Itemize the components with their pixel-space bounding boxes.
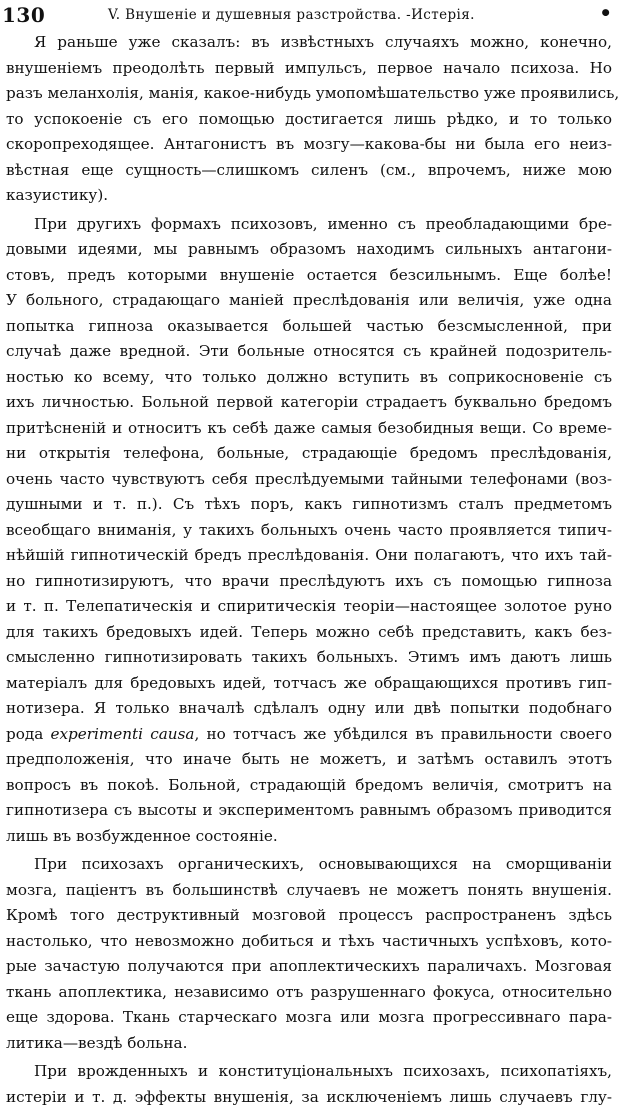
text-line: У больного, страдающаго маніей преслѣдованія или величія, уже одна [6,288,612,314]
text-line: для такихъ бредовыхъ идей. Теперь можно себѣ представить, какъ без- [6,620,612,646]
text-line: стовъ, предъ которыми внушеніе остается безсильнымъ. Еще болѣе! [6,263,612,289]
text-line: вѣстная еще сущность—слишкомъ силенъ (см., впрочемъ, ниже мою [6,158,612,184]
paragraph-1 [6,30,612,209]
text-line: попытка гипноза оказывается большей частью безсмысленной, при [6,314,612,340]
text-line: При врожденныхъ и конституціональныхъ психозахъ, психопатіяхъ, [6,1059,612,1085]
header-dot: • [599,0,612,26]
text-line: мозга, паціентъ въ большинствѣ случаевъ не можетъ понять внушенія. [6,878,612,904]
text-line: гипнотизера съ высоты и экспериментомъ равнымъ образомъ приводится [6,798,612,824]
text-line: истеріи и т. д. эффекты внушенія, за исключеніемъ лишь случаевъ глу- [6,1085,612,1110]
text-line: Я раньше уже сказалъ: въ извѣстныхъ случаяхъ можно, конечно, [6,30,612,56]
text-line: нѣйшій гипнотическій бредъ преслѣдованія. Они полагаютъ, что ихъ тай- [6,543,612,569]
text-line: матеріалъ для бредовыхъ идей, тотчасъ же обращающихся противъ гип- [6,671,612,697]
text-line: еще здорова. Ткань старческаго мозга или мозга прогрессивнаго пара- [6,1005,612,1031]
text-line: настолько, что невозможно добиться и тѣхъ частичныхъ успѣховъ, кото- [6,929,612,955]
text-line: то успокоеніе съ его помощью достигается лишь рѣдко, и то только [6,107,612,133]
paragraph-3 [6,852,612,1056]
page-header [2,2,614,28]
text-line: и т. п. Телепатическія и спиритическія теоріи—настоящее золотое руно [6,594,612,620]
text-line: ностью ко всему, что только должно вступить въ соприкосновеніе съ [6,365,612,391]
text-line: нотизера. Я только вначалѣ сдѣлалъ одну или двѣ попытки подобнаго [6,696,612,722]
text-line: внушеніемъ преодолѣть первый импульсъ, первое начало психоза. Но [6,56,612,82]
text-line: предположенія, что иначе быть не можетъ, и затѣмъ оставилъ этотъ [6,747,612,773]
text-line: При другихъ формахъ психозовъ, именно съ преобладающими бре- [6,212,612,238]
text-line: случаѣ даже вредной. Эти больные относятся съ крайней подозритель- [6,339,612,365]
text-line: ни открытія телефона, больные, страдающіе бредомъ преслѣдованія, [6,441,612,467]
text-line: При психозахъ органическихъ, основывающихся на сморщиваніи [6,852,612,878]
text-line: ихъ личностью. Больной первой категоріи страдаетъ буквально бредомъ [6,390,612,416]
text-line: рода experimenti causa, но тотчасъ же убѣдился въ правильности своего [6,722,612,748]
text-line: ткань апоплектика, независимо отъ разрушеннаго фокуса, относительно [6,980,612,1006]
running-title: V. Внушеніе и душевныя разстройства. -Истерія. [108,2,475,28]
text-line: рые зачастую получаются при апоплектическихъ параличахъ. Мозговая [6,954,612,980]
page-number: 130 [2,2,45,28]
paragraph-2 [6,212,612,850]
text-line: всеобщаго вниманія, у такихъ больныхъ очень часто проявляется типич- [6,518,612,544]
text-line: скоропреходящее. Антагонистъ въ мозгу—какова-бы ни была его неиз- [6,132,612,158]
text-line: смысленно гипнотизировать такихъ больныхъ. Этимъ имъ даютъ лишь [6,645,612,671]
text-line: литика—вездѣ больна. [6,1031,612,1057]
text-line: Кромѣ того деструктивный мозговой процессъ распространенъ здѣсь [6,903,612,929]
text-line: очень часто чувствуютъ себя преслѣдуемыми тайными телефонами (воз- [6,467,612,493]
text-line: душными и т. п.). Съ тѣхъ поръ, какъ гипнотизмъ сталъ предметомъ [6,492,612,518]
text-line: но гипнотизируютъ, что врачи преслѣдуютъ ихъ съ помощью гипноза [6,569,612,595]
text-line: лишь въ возбужденное состояніе. [6,824,612,850]
page-body [6,30,612,1110]
text-line: разъ меланхолія, манія, какое-нибудь умопомѣшательство уже проявились, [6,81,612,107]
paragraph-4 [6,1059,612,1110]
text-line: довыми идеями, мы равнымъ образомъ находимъ сильныхъ антагони- [6,237,612,263]
text-line: казуистику). [6,183,612,209]
text-line: вопросъ въ покоѣ. Больной, страдающій бредомъ величія, смотритъ на [6,773,612,799]
text-line: притѣсненій и относитъ къ себѣ даже самыя безобидныя вещи. Со време- [6,416,612,442]
